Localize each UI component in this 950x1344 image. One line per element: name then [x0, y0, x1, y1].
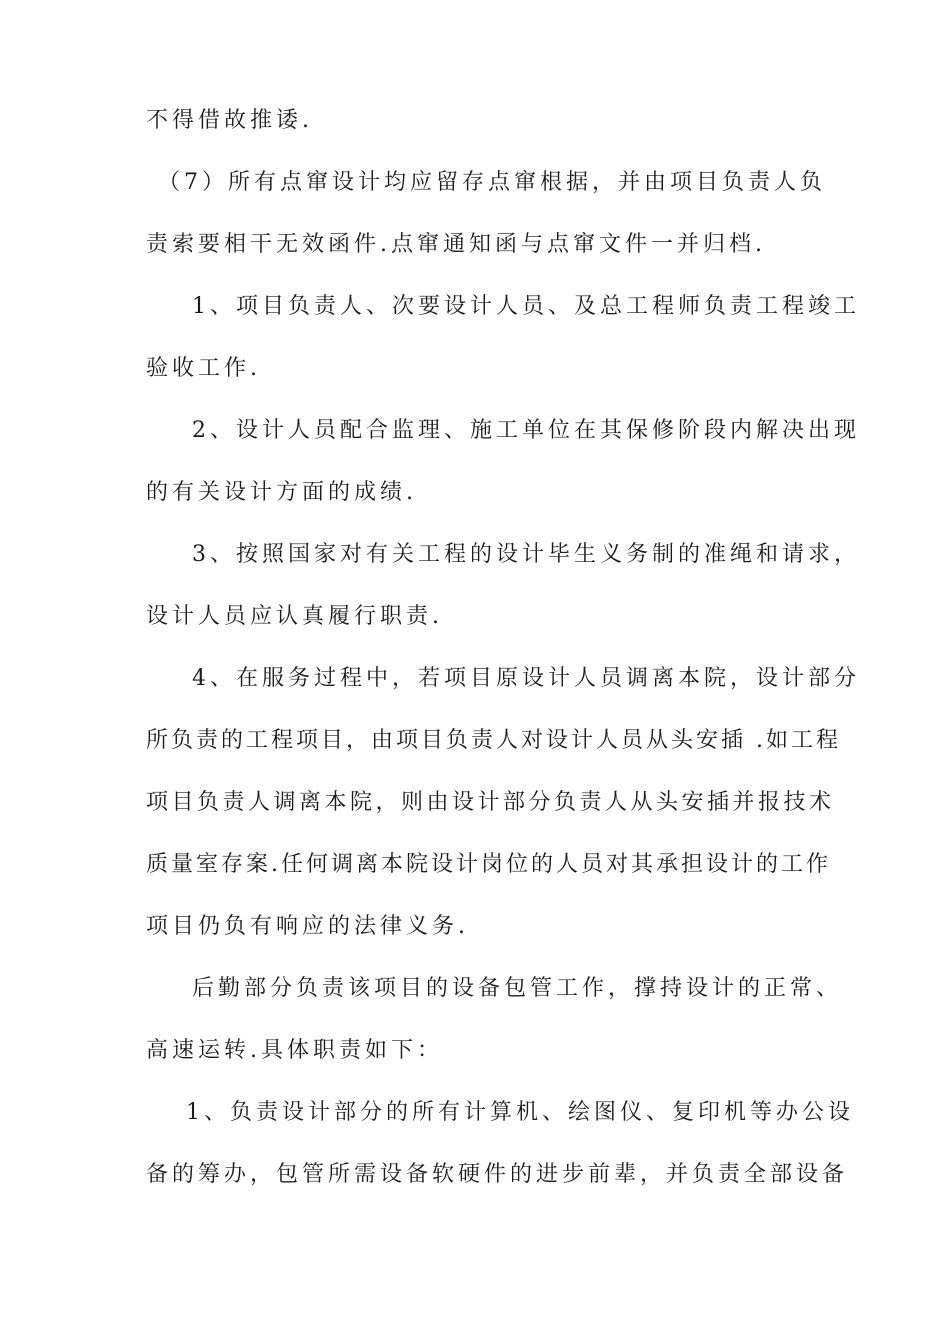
- text-line: 2、设计人员配合监理、施工单位在其保修阶段内解决出现: [192, 418, 860, 443]
- text-line: 所负责的工程项目，由项目负责人对设计人员从头安插 .如工程: [146, 728, 841, 753]
- text-line: 高速运转.具体职责如下：: [146, 1038, 443, 1063]
- text-line: 4、在服务过程中，若项目原设计人员调离本院，设计部分: [192, 666, 860, 691]
- text-line: 的有关设计方面的成绩.: [146, 480, 417, 505]
- text-line: 不得借故推诿.: [146, 108, 313, 133]
- text-line: 备的筹办，包管所需设备软硬件的进步前辈，并负责全部设备: [146, 1162, 849, 1187]
- text-line: 后勤部分负责该项目的设备包管工作，撑持设计的正常、: [192, 976, 843, 1001]
- text-line: 质量室存案.任何调离本院设计岗位的人员对其承担设计的工作: [146, 852, 831, 877]
- text-line: 项目负责人调离本院，则由设计部分负责人从头安插并报技术: [146, 790, 835, 815]
- text-line: 验收工作.: [146, 356, 261, 381]
- text-line: 1、负责设计部分的所有计算机、绘图仪、复印机等办公设: [186, 1100, 854, 1125]
- text-line: （7）所有点窜设计均应留存点窜根据，并由项目负责人负: [158, 170, 826, 195]
- text-line: 设计人员应认真履行职责.: [146, 604, 443, 629]
- text-line: 项目仍负有响应的法律义务.: [146, 914, 469, 939]
- text-line: 1、项目负责人、次要设计人员、及总工程师负责工程竣工: [192, 294, 860, 319]
- text-line: 责索要相干无效函件.点窜通知函与点窜文件一并归档.: [146, 232, 766, 257]
- text-line: 3、按照国家对有关工程的设计毕生义务制的准绳和请求，: [192, 542, 860, 567]
